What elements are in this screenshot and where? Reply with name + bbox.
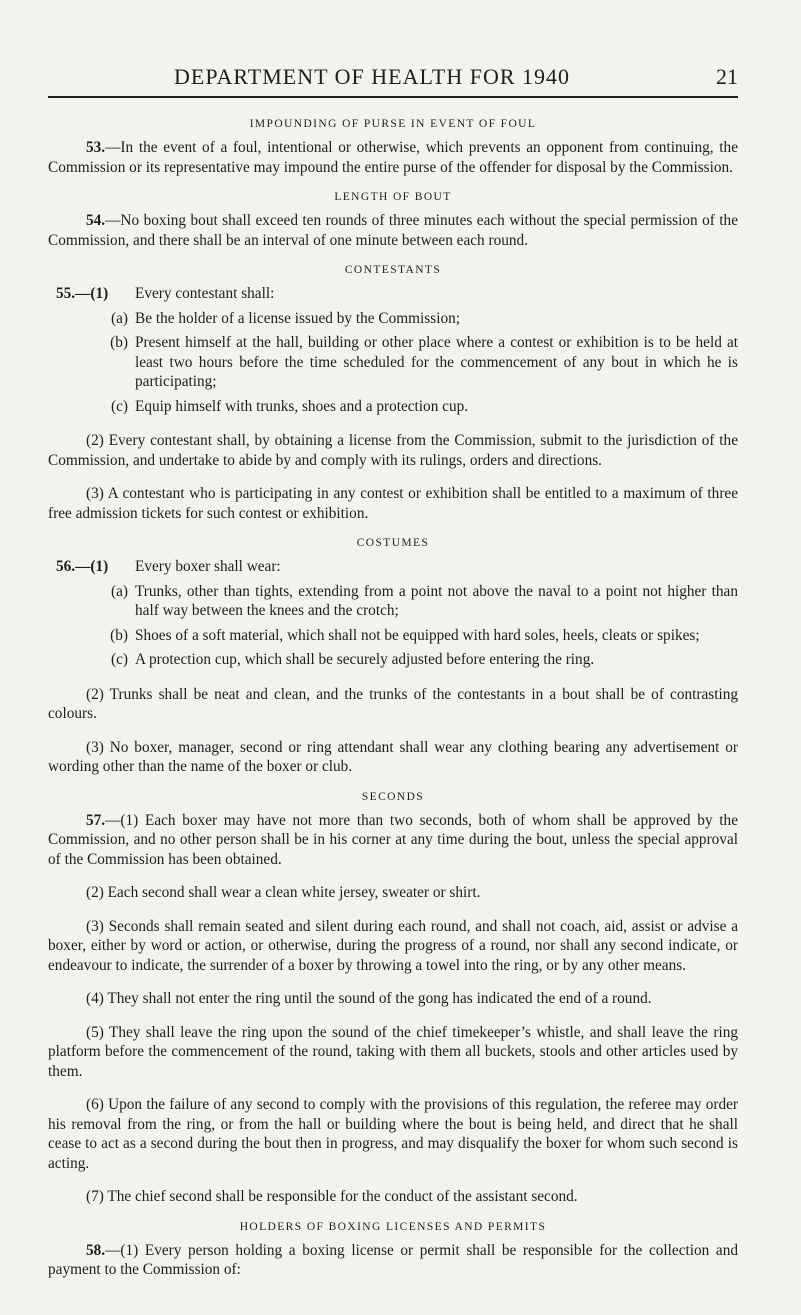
clause-text: Equip himself with trunks, shoes and a protection cup. [135,397,469,415]
clause-mark: (c) [111,397,128,415]
header-title: DEPARTMENT OF HEALTH FOR 1940 [174,64,571,89]
subsection-paragraph: (6) Upon the failure of any second to comply with the provisions of this regulation, the referee may order his removal from the ring, or from the hall or building where the bout is being held, and direct that he shall cease to act as a second during the bout then in progress, and may disqualify the boxer for whom such second is acting. [48,1096,738,1172]
section-text: —No boxing bout shall exceed ten rounds of three minutes each without the special permission of the Commission, and there shall be an interval of one minute between each round. [48,212,738,249]
section-heading-55: CONTESTANTS [344,264,442,276]
clause-item [48,309,738,329]
subsection-paragraph: (4) They shall not enter the ring until the sound of the gong has indicated the end of a round. [86,990,652,1007]
clause-text: Shoes of a soft material, which shall not be equipped with hard soles, heels, cleats or spikes; [135,626,700,644]
subsection-paragraph: (5) They shall leave the ring upon the sound of the chief timekeeper’s whistle, and shall leave the ring platform before the commencement of the round, taking with them all buckets, stools and other articles used by them. [48,1023,738,1080]
subsection-paragraph: (7) The chief second shall be responsible for the conduct of the assistant second. [86,1188,578,1205]
section-58 [48,1241,738,1280]
clause-mark: (b) [110,334,128,351]
section-text: —(1) Every person holding a boxing license or permit shall be responsible for the collection and payment to the Commission of: [48,1241,738,1278]
clause-mark: (a) [111,582,128,600]
section-number: 54. [86,212,106,229]
clause-item [48,397,738,417]
clause-text: Every boxer shall wear: [135,558,281,575]
clause-item [48,582,738,621]
section-heading-58: HOLDERS OF BOXING LICENSES AND PERMITS [239,1220,547,1233]
clause-lead [48,557,738,577]
running-header [48,64,738,94]
clause-mark: 55.—(1) [56,285,109,302]
section-54 [48,211,738,250]
clause-text: Trunks, other than tights, extending from a point not above the naval to a point not higher than half way between the knees and the crotch; [135,582,738,619]
clause-item [48,650,738,670]
clause-mark: (c) [111,651,128,668]
clause-mark: 56.—(1) [56,558,109,575]
section-heading-53: IMPOUNDING OF PURSE IN EVENT OF FOUL [249,118,537,130]
subsection-paragraph: (3) Seconds shall remain seated and silent during each round, and shall not coach, aid, assist or advise a boxer, either by word or action, or otherwise, during the progress of a round, nor shall any second indicate, or endeavour to indicate, the surrender of a boxer by throwing a towel into the ring, or by any other means. [48,917,738,974]
clause-mark: (a) [111,309,128,327]
section-text: —(1) Each boxer may have not more than two seconds, both of whom shall be approved by the Commission, and no other person shall be in his corner at any time during the bout, unless the special approval of the Commission has been obtained. [48,811,738,868]
header-rule [48,96,738,98]
clause-text: Every contestant shall: [135,285,275,302]
clause-item [48,626,738,646]
document-body [48,118,738,1294]
section-heading-54: LENGTH OF BOUT [334,191,452,203]
section-text: —In the event of a foul, intentional or otherwise, which prevents an opponent from continuing, the Commission or its representative may impound the entire purse of the offender for disposal by the Commission. [48,139,738,176]
subsection-paragraph: (3) No boxer, manager, second or ring attendant shall wear any clothing bearing any advertisement or wording other than the name of the boxer or club. [48,738,738,775]
clause-text: A protection cup, which shall be securely adjusted before entering the ring. [135,651,595,668]
subsection-paragraph: (2) Trunks shall be neat and clean, and the trunks of the contestants in a bout shall be of contrasting colours. [48,685,738,722]
clause-lead [48,284,738,304]
clause-mark: (b) [110,626,128,644]
section-number: 57. [86,811,106,829]
section-heading-56: COSTUMES [356,537,430,549]
section-number: 53. [86,139,106,156]
clause-item [48,333,738,392]
clause-text: Present himself at the hall, building or other place where a contest or exhibition is to be held at least two hours before the time scheduled for the commencement of any bout in which he is participating; [135,334,738,390]
section-57 [48,811,738,870]
subsection-paragraph: (2) Each second shall wear a clean white jersey, sweater or shirt. [86,884,481,901]
subsection-paragraph: (2) Every contestant shall, by obtaining a license from the Commission, submit to the jurisdiction of the Commission, and undertake to abide by and comply with its rulings, orders and directions. [48,432,738,469]
page-number: 21 [716,64,738,89]
section-heading-57: SECONDS [361,790,425,803]
section-number: 58. [86,1241,106,1259]
subsection-paragraph: (3) A contestant who is participating in any contest or exhibition shall be entitled to a maximum of three free admission tickets for such contest or exhibition. [48,485,738,522]
clause-text: Be the holder of a license issued by the Commission; [135,309,461,327]
section-53 [48,138,738,177]
